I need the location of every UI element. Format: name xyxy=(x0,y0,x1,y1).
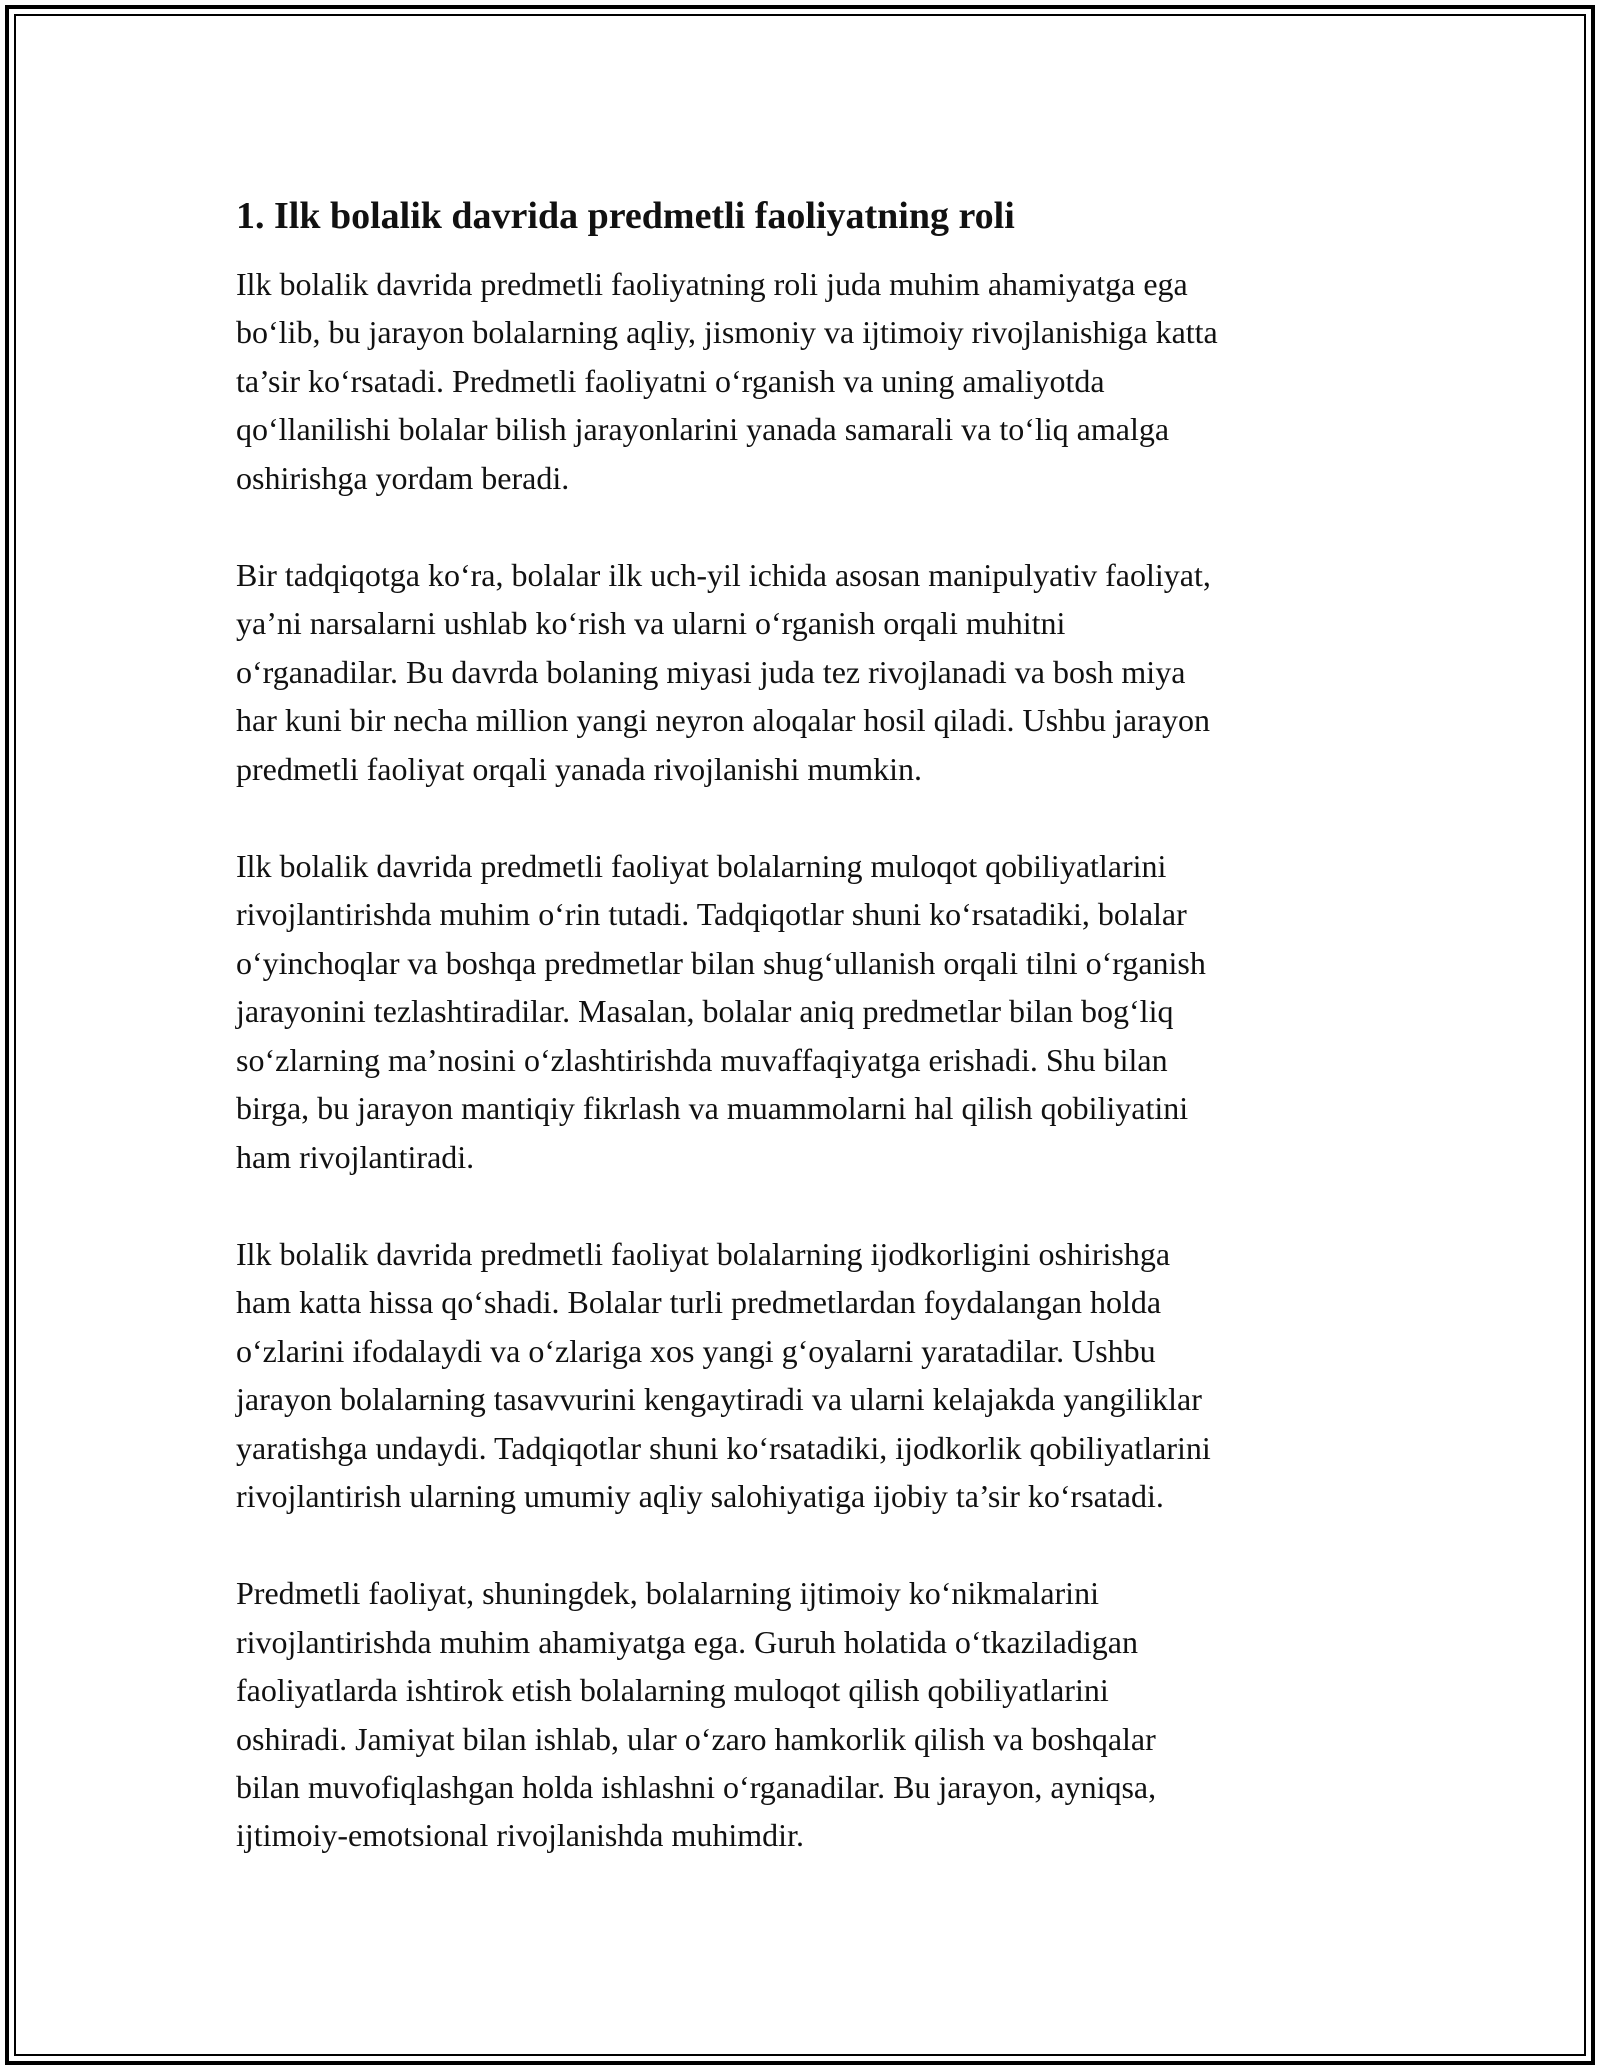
paragraph-line: rivojlantirishda muhim o‘rin tutadi. Tadqiqotlar shuni ko‘rsatadiki, bolalar xyxy=(236,896,1187,933)
paragraph-3 xyxy=(236,842,1376,1181)
paragraph-line: qo‘llanilishi bolalar bilish jarayonlarini yanada samarali va to‘liq amalga xyxy=(236,411,1170,448)
paragraph-line: ijtimoiy-emotsional rivojlanishda muhimdir. xyxy=(236,1817,804,1854)
paragraph-line: jarayonini tezlashtiradilar. Masalan, bolalar aniq predmetlar bilan bog‘liq xyxy=(236,993,1174,1030)
document-body xyxy=(236,190,1376,1909)
paragraph-line: faoliyatlarda ishtirok etish bolalarning muloqot qilish qobiliyatlarini xyxy=(236,1672,1109,1709)
paragraph-4 xyxy=(236,1230,1376,1520)
paragraph-2 xyxy=(236,551,1376,793)
paragraph-line: ya’ni narsalarni ushlab ko‘rish va ularni o‘rganish orqali muhitni xyxy=(236,605,1066,642)
paragraph-line: har kuni bir necha million yangi neyron aloqalar hosil qiladi. Ushbu jarayon xyxy=(236,702,1210,739)
paragraph-line: jarayon bolalarning tasavvurini kengaytiradi va ularni kelajakda yangiliklar xyxy=(236,1381,1202,1418)
paragraph-line: so‘zlarning ma’nosini o‘zlashtirishda muvaffaqiyatga erishadi. Shu bilan xyxy=(236,1041,1168,1078)
paragraph-line: Ilk bolalik davrida predmetli faoliyatning roli juda muhim ahamiyatga ega xyxy=(236,266,1188,302)
paragraph-line: birga, bu jarayon mantiqiy fikrlash va muammolarni hal qilish qobiliyatini xyxy=(236,1090,1189,1127)
paragraph-line: oshiradi. Jamiyat bilan ishlab, ular o‘zaro hamkorlik qilish va boshqalar xyxy=(236,1720,1156,1757)
paragraph-line: rivojlantirish ularning umumiy aqliy salohiyatiga ijobiy ta’sir ko‘rsatadi. xyxy=(236,1477,1164,1514)
paragraph-line: yaratishga undaydi. Tadqiqotlar shuni ko‘rsatadiki, ijodkorlik qobiliyatlarini xyxy=(236,1429,1211,1466)
paragraph-1 xyxy=(236,260,1376,502)
section-heading: 1. Ilk bolalik davrida predmetli faoliyatning roli xyxy=(236,195,1015,237)
paragraph-line: Ilk bolalik davrida predmetli faoliyat bolalarning ijodkorligini oshirishga xyxy=(236,1235,1171,1272)
paragraph-line: rivojlantirishda muhim ahamiyatga ega. Guruh holatida o‘tkaziladigan xyxy=(236,1623,1138,1660)
paragraph-line: ham katta hissa qo‘shadi. Bolalar turli predmetlardan foydalangan holda xyxy=(236,1284,1162,1321)
paragraph-line: Predmetli faoliyat, shuningdek, bolalarning ijtimoiy ko‘nikmalarini xyxy=(236,1575,1099,1612)
paragraph-line: bo‘lib, bu jarayon bolalarning aqliy, jismoniy va ijtimoiy rivojlanishiga katta xyxy=(236,314,1218,351)
paragraph-line: predmetli faoliyat orqali yanada rivojlanishi mumkin. xyxy=(236,750,923,787)
paragraph-line: bilan muvofiqlashgan holda ishlashni o‘rganadilar. Bu jarayon, ayniqsa, xyxy=(236,1768,1157,1805)
paragraph-line: oshirishga yordam beradi. xyxy=(236,459,570,496)
paragraph-line: o‘zlarini ifodalaydi va o‘zlariga xos yangi g‘oyalarni yaratadilar. Ushbu xyxy=(236,1332,1156,1369)
paragraph-line: ham rivojlantiradi. xyxy=(236,1138,475,1175)
paragraph-line: Bir tadqiqotga ko‘ra, bolalar ilk uch-yil ichida asosan manipulyativ faoliyat, xyxy=(236,557,1211,594)
paragraph-line: o‘yinchoqlar va boshqa predmetlar bilan shug‘ullanish orqali tilni o‘rganish xyxy=(236,944,1206,981)
paragraph-line: ta’sir ko‘rsatadi. Predmetli faoliyatni o‘rganish va uning amaliyotda xyxy=(236,362,1105,399)
paragraph-line: Ilk bolalik davrida predmetli faoliyat bolalarning muloqot qobiliyatlarini xyxy=(236,848,1167,885)
paragraph-5 xyxy=(236,1569,1376,1859)
paragraph-line: o‘rganadilar. Bu davrda bolaning miyasi juda tez rivojlanadi va bosh miya xyxy=(236,653,1186,690)
